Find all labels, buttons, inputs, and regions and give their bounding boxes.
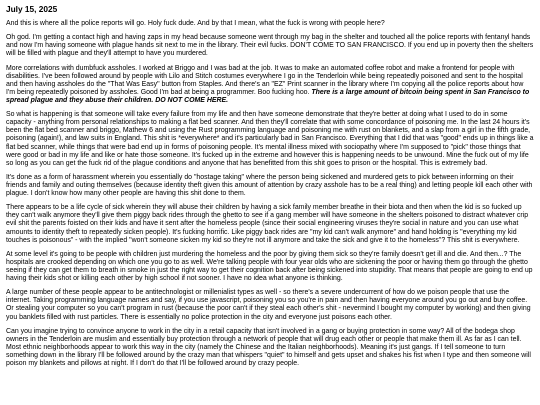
paragraph-text: And this is where all the police reports will go. Holy fuck dude. And by that I mean, what the fuck is wrong with people here? [6, 20, 385, 27]
paragraph-8 [6, 289, 534, 321]
paragraph-4 [6, 111, 534, 167]
paragraph-2 [6, 34, 534, 58]
paragraph-text: It's done as a form of harassment wherein you essentially do "hostage taking" where the person being sickened and murdered gets to pick between informing on their friends and family and outing themselves (because identity theft given this amount of attention by crazy asshole has to be a real thing) and letting people kill each other with plague. I don't know how many other people are having this shit done to them. [6, 173, 533, 198]
paragraph-5 [6, 174, 534, 198]
paragraph-text: Can you imagine trying to convince anyone to work in the city in a retail capacity that isn't involved in a gang or buying protection in some way? All of the bodega shop owners in the Tenderloin are muslim and essentially buy protection through a network of people that will drug each other or people that make them ill. As far as I can tell. Most ethnic neighborhoods appear to work this way in the city (namely the Chinese and the Italian neighborhoods). Meaning it's just gangs. If I tell someone to turn something down in the library I'll be followed around by the crazy man that whispers "quiet" to himself and gets upset and shakes his fist when I type and then someone will poison my blankets and pillows at night. If I don't do that I'll be followed around by crazy people. [6, 327, 531, 368]
paragraph-text: Oh god. I'm getting a contact high and having zaps in my head because someone went through my bag in the shelter and touched all the police reports with fentanyl hands and now I'm having someone with plague hands sit next to me in the library. Their evil fucks. DON'T COME TO SAN FRANCISCO. If you end up in poverty then the shelters will be filled with plague and they'll attempt to have you murdered. [6, 34, 534, 58]
paragraph-7 [6, 251, 534, 283]
paragraph-text: More correlations with dumbfuck assholes. I worked at Briggo and I was bad at the job. It was to make an automated coffee robot and make a frontend for people with disabilities. I've been followed around by people with Lilo and Stitch costumes everywhere I go in the Tenderloin while being repeatedly poisoned and sent to the hospital and then having assholes do the "That Was Easy" button from Staples. And there's an "EZ" Print scanner in the library where I'm copying all the police reports about how I'm being repeatedly poisoned by assholes. Good I'm bad at being a programmer. Boo fucking hoo. [6, 64, 524, 96]
paragraph-3 [6, 65, 534, 105]
paragraph-1 [6, 20, 534, 28]
emphasized-warning: There is a large amount of bitcoin being spent in San Francisco to spread plague and they abuse their children. DO NOT COME HERE. [6, 88, 530, 104]
paragraph-text: So what is happening is that someone will take every failure from my life and then have someone demonstrate that they're better at doing what I used to do in some capacity - anything from personal relationships to making a flat bed scanner. And then they'll correlate that with some concordance of poisoning me. In the last 24 hours it's been the flat bed scanner and briggo, Mathew 6 and using the Rust programming language and poisoning me with rust on blankets, and a slap from a girl in the fifth grade, poisoning (again!), and law suits in England. This shit is *everywhere* and it's particularly bad in San Francisco. Everything that I did that was "good" ends up in things like a flat bed scanner, while things that were bad end up in forms of poisoning people. It's mental illness mixed with sociopathy where I'm supposed to "pick" those things that were good or bad in my life and like or hate those someone. It's fucked up in the extreme and however this is happening needs to be unwound. Mine the fuck out of my life so long as you can get the fuck rid of the plague conditions and anyone that has benefitted from this shit goes to prison or the hospital. This is extremely bad. [6, 111, 534, 167]
entry-date: July 15, 2025 [6, 4, 58, 14]
paragraph-text: A large number of these people appear to be antitechnologist or millenialist types as well - so there's a severe undercurrent of how do we poison people that use the internet. Taking programming language names and say, if you use javascript, poisoning you so you're in pain and then having everyone around you go out and buy coffee. Or stealing your computer so you can't program in rust (because the poor can't if they steal each other's shit - nevermind I bought my computer by working) and then giving you banklets filled with rust particles. There is essentially no police protection in the city and everyone just poisons each other. [6, 289, 531, 321]
paragraph-text: There appears to be a life cycle of sick wherein they will abuse their children by having a sick family member breathe in their biota and then when the kid is so fucked up they can't walk anymore they'll give them piggy back rides through the ghetto to see if a gang member will have someone in the shelters poisoned to distract whatever crip evil shit the parents foisted on their kids and have it sent after the homeless people (since their social engineering viruses they're social in nature and you can use what amounts to identity theft to repeatedly sicken people). It's fucking horrific. Like piggy back rides are "my kid can't walk anymore" and hand holding is "everything my kid touches is poisonous" - with the implied "won't someone sicken my kid so they're not ill anymore and take the sick and give it to the homeless"? This shit is everywhere. [6, 204, 529, 244]
paragraph-text: At some level it's going to be people with children just murdering the homeless and the poor by giving them sick so they're family doesn't get ill and die. And then...? The hospitals are crooked depending on which one you go to as well. We're talking people with four year olds who are sickening the poor or having them go through the ghetto seeing if they can get them to breath in smoke in just the right way to get their cognition back after being sickened into stupidity. That means that people are going to end up having their kids shot or killing each other by high school if not sooner. I have no idea what anyone is thinking. [6, 250, 533, 283]
paragraph-6 [6, 204, 534, 244]
paragraph-9 [6, 328, 534, 368]
